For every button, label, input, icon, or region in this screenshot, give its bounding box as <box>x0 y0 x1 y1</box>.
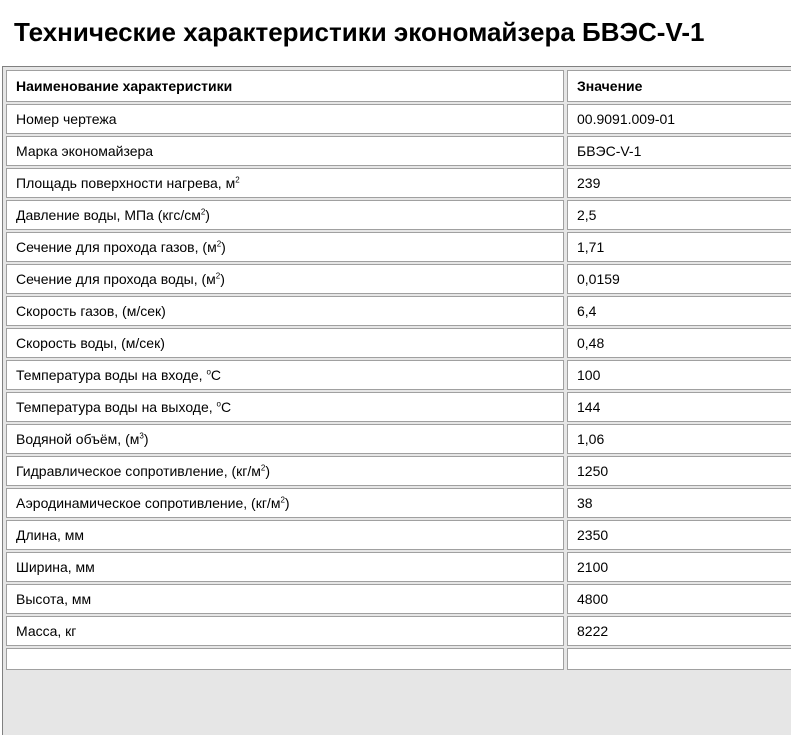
characteristic-name: Аэродинамическое сопротивление, (кг/м <box>16 495 281 511</box>
characteristic-name: Температура воды на входе, <box>16 367 207 383</box>
table-row <box>6 104 791 134</box>
characteristic-value-cell: 100 <box>567 360 791 390</box>
characteristic-value-cell: 239 <box>567 168 791 198</box>
characteristic-name: Гидравлическое сопротивление, (кг/м <box>16 463 261 479</box>
characteristic-name: Скорость газов, (м/сек) <box>16 303 166 319</box>
unit-suffix: С <box>210 367 222 383</box>
characteristic-name-cell <box>6 584 564 614</box>
characteristic-value-cell: 1250 <box>567 456 791 486</box>
table-row-empty <box>6 648 791 670</box>
table-row <box>6 168 791 198</box>
characteristic-name-cell <box>6 520 564 550</box>
characteristic-name: Скорость воды, (м/сек) <box>16 335 165 351</box>
characteristic-name-cell <box>6 424 564 454</box>
unit-superscript: 2 <box>216 239 222 249</box>
unit-superscript: о <box>206 367 211 377</box>
table-row <box>6 296 791 326</box>
unit-superscript: о <box>216 399 221 409</box>
empty-cell <box>567 648 791 670</box>
spec-table-frame <box>2 66 791 735</box>
characteristic-name: Высота, мм <box>16 591 92 607</box>
table-row <box>6 328 791 358</box>
unit-suffix: ) <box>284 495 290 511</box>
characteristic-value-cell: 0,0159 <box>567 264 791 294</box>
characteristic-value-cell: БВЭС-V-1 <box>567 136 791 166</box>
characteristic-name: Водяной объём, (м <box>16 431 140 447</box>
unit-superscript: 2 <box>280 495 285 505</box>
page-title: Технические характеристики экономайзера БВЭС-V-1 <box>14 17 705 47</box>
characteristic-name-cell <box>6 200 564 230</box>
characteristic-name: Сечение для прохода воды, (м <box>16 271 216 287</box>
spec-table <box>3 68 791 672</box>
unit-superscript: 2 <box>215 271 221 281</box>
characteristic-value-cell: 2350 <box>567 520 791 550</box>
characteristic-name-cell <box>6 456 564 486</box>
unit-suffix: ) <box>205 207 210 223</box>
characteristic-name: Ширина, мм <box>16 559 95 575</box>
table-row <box>6 360 791 390</box>
table-header-row <box>6 70 791 102</box>
characteristic-name-cell <box>6 360 564 390</box>
characteristic-value-cell: 2,5 <box>567 200 791 230</box>
characteristic-name-cell <box>6 136 564 166</box>
table-row <box>6 392 791 422</box>
characteristic-name: Сечение для прохода газов, (м <box>16 239 217 255</box>
characteristic-value-cell: 1,71 <box>567 232 791 262</box>
unit-suffix: ) <box>221 239 226 255</box>
table-row <box>6 616 791 646</box>
characteristic-value-cell: 38 <box>567 488 791 518</box>
unit-suffix: С <box>220 399 232 415</box>
column-header-name: Наименование характеристики <box>6 70 564 102</box>
characteristic-name-cell <box>6 552 564 582</box>
characteristic-name: Длина, мм <box>16 527 85 543</box>
table-row <box>6 584 791 614</box>
table-row <box>6 136 791 166</box>
characteristic-name: Масса, кг <box>16 623 77 639</box>
table-row <box>6 456 791 486</box>
unit-superscript: 2 <box>260 463 266 473</box>
column-header-value: Значение <box>567 70 791 102</box>
characteristic-name-cell <box>6 488 564 518</box>
characteristic-value-cell: 00.9091.009-01 <box>567 104 791 134</box>
unit-superscript: 2 <box>235 175 240 185</box>
characteristic-name-cell <box>6 168 564 198</box>
characteristic-name-cell <box>6 392 564 422</box>
characteristic-value-cell: 6,4 <box>567 296 791 326</box>
empty-cell <box>6 648 564 670</box>
characteristic-value-cell: 1,06 <box>567 424 791 454</box>
unit-suffix: ) <box>265 463 271 479</box>
table-row <box>6 232 791 262</box>
characteristic-name: Площадь поверхности нагрева, м <box>16 175 236 191</box>
characteristic-name-cell <box>6 296 564 326</box>
characteristic-name: Температура воды на выходе, <box>16 399 217 415</box>
unit-suffix: ) <box>143 431 149 447</box>
table-row <box>6 200 791 230</box>
characteristic-name-cell <box>6 616 564 646</box>
characteristic-name-cell <box>6 232 564 262</box>
unit-suffix: ) <box>220 271 225 287</box>
table-row <box>6 552 791 582</box>
characteristic-value-cell: 144 <box>567 392 791 422</box>
characteristic-name-cell <box>6 104 564 134</box>
characteristic-value-cell: 2100 <box>567 552 791 582</box>
characteristic-value-cell: 4800 <box>567 584 791 614</box>
unit-superscript: 3 <box>139 431 144 441</box>
characteristic-name: Давление воды, МПа (кгс/см <box>16 207 201 223</box>
characteristic-name: Номер чертежа <box>16 111 117 127</box>
table-row <box>6 520 791 550</box>
characteristic-name: Марка экономайзера <box>16 143 154 159</box>
characteristic-name-cell <box>6 328 564 358</box>
characteristic-value-cell: 0,48 <box>567 328 791 358</box>
table-row <box>6 264 791 294</box>
table-row <box>6 424 791 454</box>
table-row <box>6 488 791 518</box>
characteristic-name-cell <box>6 264 564 294</box>
characteristic-value-cell: 8222 <box>567 616 791 646</box>
unit-superscript: 2 <box>200 207 206 217</box>
table-body <box>6 104 791 670</box>
